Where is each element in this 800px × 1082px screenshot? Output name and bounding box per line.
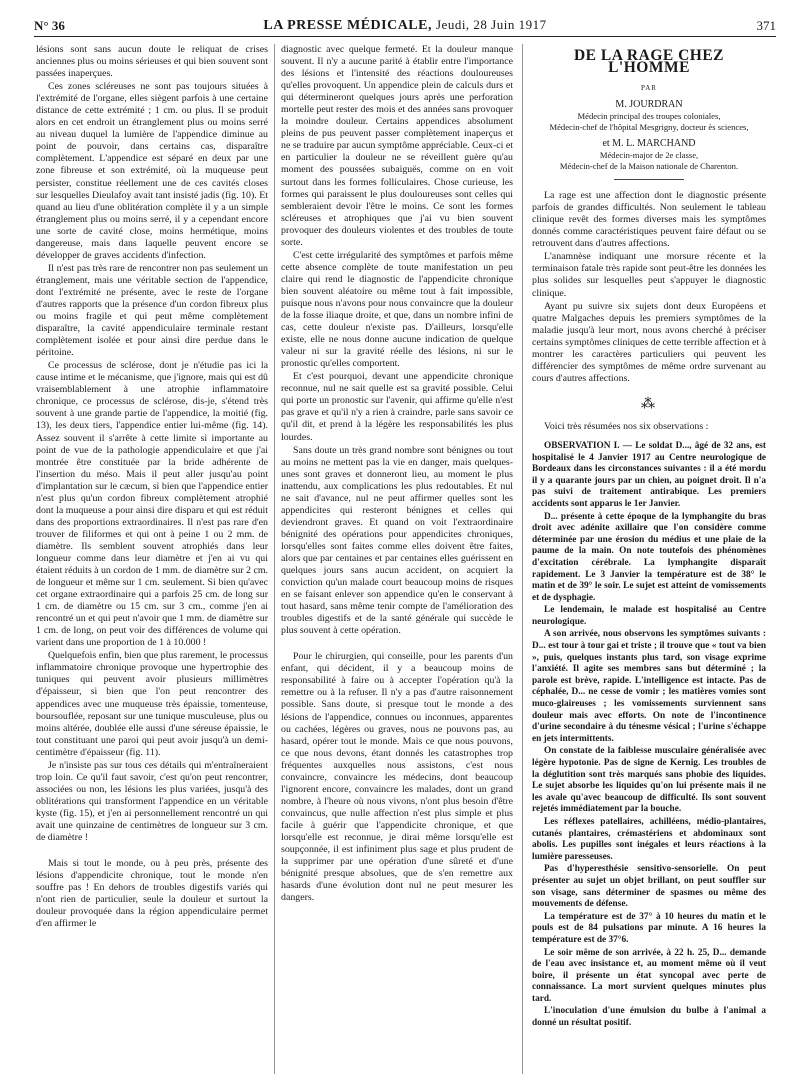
paragraph: Et c'est pourquoi, devant une appendicite chronique reconnue, nul ne sait quelle est sa gravité possible. Celui qui porte un pronostic sur l'avenir, qui affirme qu'elle n'est pas grave et qu'il n'y a rien à craindre, parle sans savoir ce qu'il dit, et prend à la légère les responsabilités les plus lourdes. <box>281 371 513 443</box>
observations <box>532 441 766 1030</box>
observation-paragraph: Les réflexes patellaires, achilléens, médio-plantaires, cutanés plantaires, crémastériens et abdominaux sont abolis. Les pupilles sont inégales et leurs réactions à la lumière paresseuses. <box>532 816 766 862</box>
paragraph: Pour le chirurgien, qui conseille, pour les parents d'un enfant, qui décident, il y a beaucoup moins de responsabilité à faire ou à accepter l'opération qu'à la remettre ou à la refuser. Il n'y a pas d'autre raisonnement possible. Sans doute, si presque tout le monde a des lésions de l'appendice, connues ou inconnues, apparentes ou cachées, légères ou graves, nous ne pouvons pas, au hasard, opérer tout le monde. Mais ce que nous pouvons, ce que nous devons, étant donnés les catastrophes trop fréquentes auxquelles nous assistons, c'est nous convaincre, convaincre les médecins, dont beaucoup l'ignorent encore, convaincre les malades, dont un grand nombre, à l'heure où nous vivons, n'ont plus besoin d'être convaincus, que nulle affection n'est plus simple et plus facile à guérir que l'appendicite chronique, et que lorsqu'elle est reconnue, je dirai même lorsqu'elle est soupçonnée, il est infiniment plus sage et plus prudent de la supprimer par une opération d'une sûreté et d'une bénignité presque absolues, que de s'en remettre aux hasards d'une évolution dont nul ne peut mesurer les dangers. <box>281 651 513 904</box>
paragraph: L'anamnèse indiquant une morsure récente et la terminaison fatale très rapide sont peut-être les données les plus solides sur lesquelles peut s'appuyer le diagnostic clinique. <box>532 251 766 299</box>
observation-paragraph: A son arrivée, nous observons les symptômes suivants : D... est tour à tour gai et triste ; il trouve que « tout va bien », puis, quelques instants plus tard, son visage exprime l'anxiété. Il agite ses membres sans but déterminé ; la parole est brève, rapide. L'intelligence est intacte. Pas de céphalée, D... ne cesse de vomir ; les matières vomies sont muco-glaireuses ; les vomissements surviennent sans douleur mais avec efforts. On note de l'incontinence d'urine secondaire à du ténesme vésical ; l'urine s'échappe en jets intermittents. <box>532 629 766 744</box>
paragraph: C'est cette irrégularité des symptômes et parfois même cette absence complète de toute manifestation un peu claire qui rend le diagnostic de l'appendicite chronique bien souvent aléatoire ou même tout à fait impossible, puisque nous n'avons pour nous convaincre que la douleur de la fosse iliaque droite, et que, dans un nombre infini de cas, cette douleur n'existe pas. D'ailleurs, lorsqu'elle existe, elle ne nous donne aucune indication de quelque valeur ni sur la gravité réelle des lésions, ni sur le pronostic qu'elles comportent. <box>281 249 513 370</box>
observation-paragraph: Le lendemain, le malade est hospitalisé au Centre neurologique. <box>532 605 766 627</box>
paragraph: Il n'est pas très rare de rencontrer non pas seulement un étranglement, mais une véritable section de l'appendice, dont l'extrémité ne présente, avec le reste de l'organe d'autres rapports que la présence d'un cordon fibreux plus ou moins fragile et qui peut même complètement disparaître, la cavité appendiculaire terminale restant complètement isolée et pour ainsi dire perdue dans le péritoine. <box>36 262 268 359</box>
author-1: M. JOURDRAN <box>615 99 683 111</box>
column-divider-2 <box>522 44 523 1074</box>
column-1 <box>36 44 268 1074</box>
author-2: et M. L. MARCHAND <box>602 138 696 150</box>
observation-paragraph: La température est de 37° à 10 heures du matin et le pouls est de 84 pulsations par minute. A 16 heures la température est de 37°6. <box>532 911 766 945</box>
paragraph: Ces zones scléreuses ne sont pas toujours situées à l'extrémité de l'organe, elles siègent parfois à une certaine distance de cette extrémité ; 1 cm. ou plus. Il se produit alors en cet endroit un étranglement plus ou moins serré au niveau duquel la lumière de l'appendice diminue au point de pouvoir, dans certains cas, disparaître complètement. L'appendice est séparé en deux par une zone fibreuse et son extrémité, où la muqueuse peut persister, constitue réellement une de ces cavités closes sur lesquelles Dieulafoy avait tant insisté jadis (fig. 10). Et quand au lieu d'une oblitération complète il y a un simple étranglement plus ou moins serré, il y a cependant encore une sorte de cavité close, moins hermétique, moins dangereuse, mais dans laquelle peuvent encore se développer de graves accidents d'infection. <box>36 81 268 261</box>
column-2 <box>281 44 513 1074</box>
paragraph: La rage est une affection dont le diagnostic présente parfois de grandes difficultés. Non seulement le tableau clinique revêt des formes diverses mais les symptômes donnés comme caractéristiques peuvent faire défaut ou se retrouvent dans d'autres affections. <box>532 190 766 250</box>
observation-paragraph: OBSERVATION I. — Le soldat D..., âgé de 32 ans, est hospitalisé le 4 Janvier 1917 au Centre neurologique de Bordeaux dans les circonstances suivantes : il a été mordu il y a quarante jours par un chien, au poignet droit. Il n'a pas suivi de traitement antirabique. Les premiers accidents sont apparus le 1er Janvier. <box>532 440 766 509</box>
page-header <box>34 14 776 37</box>
issue-date: Jeudi, 28 Juin 1917 <box>435 17 547 32</box>
paragraph: diagnostic avec quelque fermeté. Et la douleur manque souvent. Il n'y a aucune parité à établir entre l'importance des lésions et l'intensité des réactions douloureuses qu'elles provoquent. Un appendice plein de calculs durs et qui détermineront quelques jours après une perforation mortelle peut rester des mois et des années sans provoquer la moindre douleur. Certains appendices absolument pleins de pus peuvent passer complètement inaperçus et ne se traduire par aucun symptôme appréciable. Ceux-ci et en particulier la douleur ne se réveillent guère qu'au moment des poussées subaiguës, comme on en voit surtout dans les formes folliculaires. Chose curieuse, les formes qui paraissent le plus douloureuses sont celles qui sembleraient devoir l'être le moins. Ce sont les formes scléreuses et atrophiques que j'ai vu bien souvent provoquer des douleurs violentes et des troubles de toute sorte. <box>281 44 513 248</box>
paragraph: Sans doute un très grand nombre sont bénignes ou tout au moins ne mettent pas la vie en danger, mais quelques-unes sont graves et donneront lieu, au moment le plus inattendu, aux complications les plus redoutables. Et nul ne sait d'avance, nul ne peut affirmer quelles sont les appendicites qui resteront bénignes et celles qui deviendront graves. Et quand on voit l'extraordinaire bénignité des opérations pour appendicites chroniques, lorsqu'elles sont faites comme elles doivent être faites, alors que par centaines et par centaines elles guérissent en quelques jours sans aucun accident, on acquiert la conviction qu'un malade court beaucoup moins de risques en se faisant enlever son appendice qu'en le conservant à tout hasard, sans même tenir compte de l'amélioration des troubles digestifs et de la santé générale qui succède le plus souvent à cette opération. <box>281 444 513 637</box>
observation-paragraph: D... présente à cette époque de la lymphangite du bras droit avec adénite axillaire que l'on considère comme déterminée par une érosion du médius et une plaie de la paume de la main. On note toutefois des phénomènes d'excitation cérébrale. La lymphangite disparaît rapidement. Le 3 Janvier la température est de 38° le matin et de 39° le soir. Le sujet est atteint de vomissements et de dysphagie. <box>532 511 766 603</box>
journal-name: LA PRESSE MÉDICALE, <box>263 18 432 33</box>
observation-paragraph: Pas d'hyperesthésie sensitivo-sensorielle. On peut présenter au sujet un objet brillant, on peut souffler sur son visage, sans déterminer de spasmes ou même des mouvements de défense. <box>532 864 766 910</box>
title-rule <box>614 179 684 180</box>
paragraph: Je n'insiste pas sur tous ces détails qui m'entraîneraient trop loin. Ce qu'il faut savoir, c'est qu'on peut rencontrer, associées ou non, les lésions les plus variées, jusqu'à des oblitérations qui transforment l'appendice en un véritable kyste (fig. 15), et j'en ai personnellement rencontré un qui avait une quinzaine de centimètres de longueur sur 3 cm. de diamètre ! <box>36 759 268 844</box>
paragraph: Mais si tout le monde, ou à peu près, présente des lésions d'appendicite chronique, tout le monde n'en souffre pas ! En dehors de troubles digestifs variés qui n'ont rien de particulier, seule la douleur et surtout la douleur provoquée dans la région appendiculaire permet d'en affirmer le <box>36 858 268 930</box>
author-1-affiliation: Médecin principal des troupes coloniales, Médecin-chef de l'hôpital Mesgrigny, docteur ès sciences, <box>549 111 749 132</box>
asterism: ⁂ <box>641 396 657 412</box>
observation-paragraph: Le soir même de son arrivée, à 22 h. 25, D... demande de l'eau avec insistance et, au moment même où il veut boire, il présente un état syncopal avec perte de connaissance. La mort survient quelques minutes plus tard. <box>532 947 766 1004</box>
issue-number: N° 36 <box>34 18 65 33</box>
paragraph: Quelquefois enfin, bien que plus rarement, le processus inflammatoire chronique provoque une hypertrophie des tuniques qui peuvent avoir plusieurs millimètres d'épaisseur, si bien que l'on peut rencontrer des appendices avec une muqueuse très épaissie, tomenteuse, boursouflée, reposant sur une tunique musculeuse, plus ou moins altérée, doublée elle aussi d'une séreuse épaissie, le tout constituant une paroi qui peut avoir jusqu'à un demi-centimètre d'épaisseur (fig. 11). <box>36 650 268 758</box>
journal-title <box>34 17 776 34</box>
author-2-affiliation: Médecin-major de 2e classe, Médecin-chef de la Maison nationale de Charenton. <box>559 150 739 171</box>
column-divider-1 <box>274 44 275 1074</box>
column-3 <box>532 44 766 1074</box>
article-title: DE LA RAGE CHEZ L'HOMME <box>573 47 725 77</box>
paragraph: Ayant pu suivre six sujets dont deux Européens et quatre Malgaches depuis les premiers symptômes de la maladie jusqu'à leur mort, nous avons cherché à préciser certains symptômes cliniques de cette terrible affection et à montrer les caractères particuliers qui peuvent les différencier des symptômes de même ordre survenant au cours d'autres affections. <box>532 300 766 384</box>
observation-paragraph: L'inoculation d'une émulsion du bulbe à l'animal a donné un résultat positif. <box>532 1006 766 1029</box>
byline-par: PAR <box>641 84 657 93</box>
paragraph: Ce processus de sclérose, dont je n'étudie pas ici la cause intime et le mécanisme, que j'ignore, mais qui est dû vraisemblablement à une atrophie inflammatoire chronique, ce processus de sclérose, dis-je, s'étend très souvent à une grande partie de l'appendice, la moitié (fig. 13), les deux tiers, l'appendice entier lui-même (fig. 14). Assez souvent il s'arrête à cette limite si importante au point de vue de la pathologie appendiculaire et que j'ai montrée être constituée par la bride adhérente de l'insertion du méso. Mais il peut aller jusqu'au point d'implantation sur le cæcum, si bien que l'appendice entier n'est plus qu'un cordon fibreux complètement atrophié dont la muqueuse a pour ainsi dire disparu et qui est réduit dans des proportions extraordinaires. Il n'est pas rare d'en trouver de filiformes et qui ont à peine 1 ou 2 mm. de diamètre. Ils semblent souvent atrophiés dans leur longueur comme dans leur diamètre et j'en ai vu qui étaient réduits à un cordon de 1 mm. de diamètre sur 2 cm. de longueur et même sur 1 cm. seulement. Si bien qu'avec cet organe extraordinaire qui a parfois 25 cm. de long sur 1 cm. de diamètre ou 15 cm. sur 3 cm., comme j'en ai rencontré un et qui peut n'avoir que 1 mm. de diamètre sur 1 cm. de long, on peut voir des différences de volume qui varient dans une proportion de 1 à 10.000 ! <box>36 360 268 649</box>
paragraph: Voici très résumées nos six observations : <box>544 420 709 432</box>
observation-paragraph: On constate de la faiblesse musculaire généralisée avec légère hypotonie. Pas de signe de Kernig. Les troubles de la déglutition sont très marqués sans phobie des liquides. Le sujet absorbe les liquides qu'on lui présente mais il ne les avale qu'avec beaucoup de difficulté. Ils sont souvent rejetés immédiatement par la bouche. <box>532 746 766 815</box>
page-number: 371 <box>756 18 776 33</box>
paragraph: lésions sont sans aucun doute le reliquat de crises anciennes plus ou moins sérieuses et qui bien souvent sont passées inaperçues. <box>36 44 268 80</box>
